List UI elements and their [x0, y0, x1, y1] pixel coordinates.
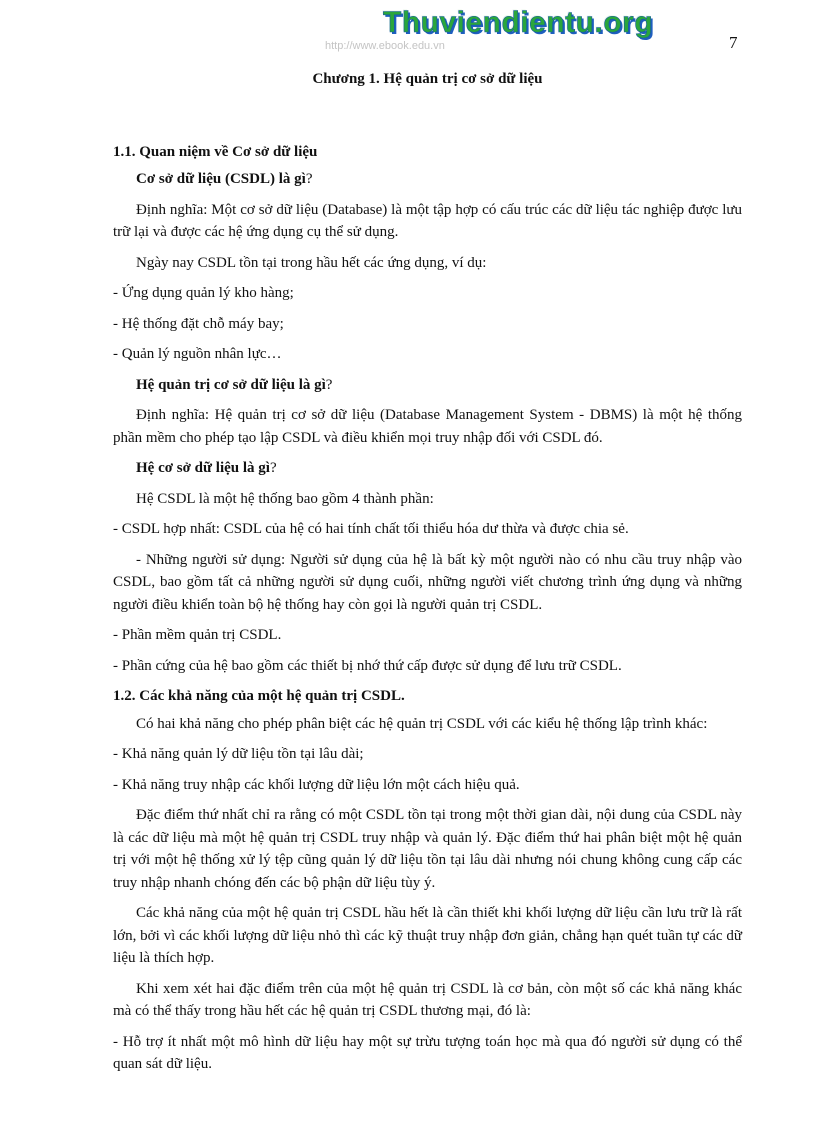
- question-csdl: [113, 168, 742, 191]
- page-number: 7: [729, 33, 738, 52]
- list-item: - Phần cứng của hệ bao gồm các thiết bị nhớ thứ cấp được sử dụng để lưu trữ CSDL.: [113, 657, 622, 674]
- watermark-url: http://www.ebook.edu.vn: [325, 40, 445, 52]
- question-mark: ?: [325, 376, 333, 393]
- chapter-title: Chương 1. Hệ quản trị cơ sở dữ liệu: [312, 71, 543, 87]
- question-dbms: [113, 374, 742, 397]
- list-item: - Hệ thống đặt chỗ máy bay;: [113, 315, 284, 332]
- question-mark: ?: [269, 460, 277, 476]
- paragraph: Ngày nay CSDL tồn tại trong hầu hết các ứng dụng, ví dụ:: [136, 254, 487, 271]
- list-item: - Phần mềm quản trị CSDL.: [113, 627, 282, 643]
- document-body: [113, 68, 742, 1084]
- list-item: - Hỗ trợ ít nhất một mô hình dữ liệu hay một sự trừu tượng toán học mà qua đó người sử dụng có thể quan sát dữ liệu.: [113, 1033, 742, 1072]
- section-heading-1-1: 1.1. Quan niệm về Cơ sở dữ liệu: [113, 143, 318, 160]
- paragraph: Định nghĩa: Hệ quản trị cơ sở dữ liệu (Database Management System - DBMS) là một hệ thống phần mềm cho phép tạo lập CSDL và điều khiển mọi truy nhập đối với CSDL đó.: [113, 407, 742, 446]
- list-item: - Quản lý nguồn nhân lực…: [113, 346, 282, 362]
- paragraph: Hệ CSDL là một hệ thống bao gồm 4 thành phần:: [136, 490, 434, 507]
- paragraph: Các khả năng của một hệ quản trị CSDL hầu hết là cần thiết khi khối lượng dữ liệu cần lưu trữ là rất lớn, bởi vì các khối lượng dữ liệu nhỏ thì các kỹ thuật truy nhập đơn giản, chẳng hạn quét tuần tự các dữ liệu là thích hợp.: [113, 905, 742, 966]
- question-dbms-bold: Hệ quản trị cơ sở dữ liệu là gì: [136, 376, 326, 393]
- list-item: - CSDL hợp nhất: CSDL của hệ có hai tính chất tối thiểu hóa dư thừa và được chia sẻ.: [113, 521, 629, 537]
- paragraph: Đặc điểm thứ nhất chỉ ra rằng có một CSDL tồn tại trong một thời gian dài, nội dung của CSDL này là các dữ liệu mà một hệ quản trị CSDL truy nhập và quản lý. Đặc điểm thứ hai phân biệt một hệ quản trị với một hệ thống xử lý tệp cũng quản lý dữ liệu tồn tại lâu dài nhưng nói chung không cung cấp các truy nhập nhanh chóng đến các bộ phận dữ liệu tùy ý.: [113, 807, 742, 891]
- list-item: - Khả năng truy nhập các khối lượng dữ liệu lớn một cách hiệu quả.: [113, 776, 520, 793]
- question-db-system-bold: Hệ cơ sở dữ liệu là gì: [136, 460, 270, 476]
- paragraph: Định nghĩa: Một cơ sở dữ liệu (Database) là một tập hợp có cấu trúc các dữ liệu tác nghiệp được lưu trữ lại và được các hệ ứng dụng cụ thể sử dụng.: [113, 201, 742, 240]
- question-mark: ?: [305, 171, 313, 187]
- question-db-system: [113, 457, 742, 480]
- watermark-logo: Thuviendientu.org: [383, 6, 654, 39]
- list-item: - Ứng dụng quản lý kho hàng;: [113, 285, 294, 301]
- paragraph: Có hai khả năng cho phép phân biệt các hệ quản trị CSDL với các kiểu hệ thống lập trình khác:: [136, 715, 708, 732]
- question-csdl-bold: Cơ sở dữ liệu (CSDL) là gì: [136, 171, 306, 187]
- list-item: - Khả năng quản lý dữ liệu tồn tại lâu dài;: [113, 746, 364, 762]
- section-heading-1-2: 1.2. Các khả năng của một hệ quản trị CSDL.: [113, 688, 405, 704]
- list-item: - Những người sử dụng: Người sử dụng của hệ là bất kỳ một người nào có nhu cầu truy nhập vào CSDL, bao gồm tất cả những người sử dụng cuối, những người viết chương trình ứng dụng và những người điều khiển toàn bộ hệ thống hay còn gọi là người quản trị CSDL.: [113, 551, 742, 613]
- paragraph: Khi xem xét hai đặc điểm trên của một hệ quản trị CSDL là cơ bản, còn một số các khả năng khác mà có thể thấy trong hầu hết các hệ quản trị CSDL thương mại, đó là:: [113, 980, 742, 1019]
